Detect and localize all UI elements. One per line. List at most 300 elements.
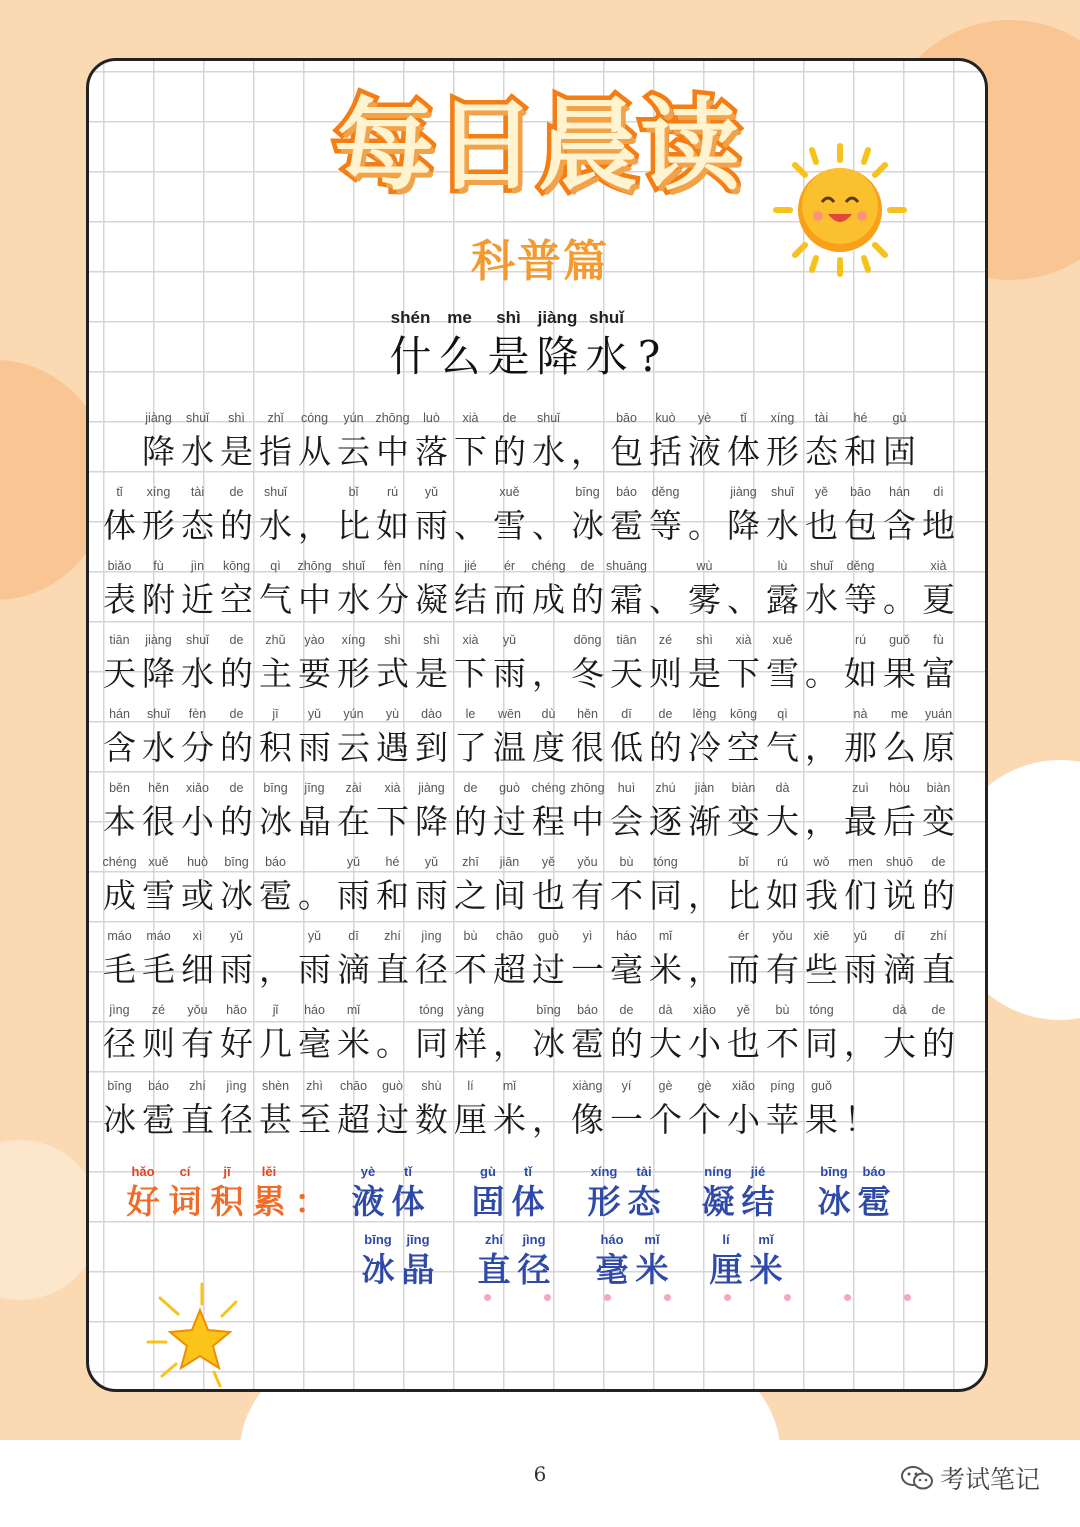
body-char	[841, 850, 880, 918]
pinyin: chāo	[495, 929, 524, 943]
hanzi: 和	[376, 876, 409, 915]
body-char	[763, 702, 802, 770]
body-char	[724, 1074, 763, 1142]
pinyin: jiàng	[537, 308, 578, 327]
pinyin: mǐ	[658, 929, 673, 943]
vocab-char	[706, 1230, 746, 1290]
body-char	[568, 480, 607, 548]
body-char	[139, 406, 178, 474]
hanzi: 径	[103, 1024, 136, 1063]
hanzi: 液	[351, 1182, 385, 1221]
pinyin: zhú	[655, 781, 676, 795]
hanzi: 从	[298, 432, 331, 471]
sun-icon	[770, 140, 910, 280]
pinyin: báo	[148, 1079, 169, 1093]
pinyin: yǔ	[307, 929, 322, 943]
body-char	[646, 924, 685, 992]
body-char	[919, 924, 958, 992]
body-char	[841, 1074, 880, 1142]
body-char	[412, 480, 451, 548]
hanzi: 冬	[571, 654, 604, 693]
pinyin: rú	[386, 485, 399, 499]
body-char	[490, 406, 529, 474]
hanzi: 云	[337, 432, 370, 471]
pinyin: dào	[421, 707, 442, 721]
hanzi: 到	[415, 728, 448, 767]
hanzi: 甚	[259, 1100, 292, 1139]
hanzi: 形	[337, 654, 370, 693]
pinyin: tǐ	[404, 1164, 412, 1179]
pinyin: yě	[541, 855, 556, 869]
pinyin: fèn	[188, 707, 207, 721]
vocab-char	[584, 1162, 624, 1222]
pinyin: le	[465, 707, 476, 721]
hanzi: 液	[688, 432, 721, 471]
pinyin: tài	[814, 411, 829, 425]
hanzi: 不	[766, 1024, 799, 1063]
hanzi: 一	[571, 950, 604, 989]
hanzi: 小	[688, 1024, 721, 1063]
body-char	[607, 628, 646, 696]
body-char	[529, 554, 568, 622]
pinyin: zhǔ	[265, 633, 286, 647]
pinyin: mǐ	[502, 1079, 517, 1093]
hanzi: 雨	[493, 654, 526, 693]
hanzi: 则	[142, 1024, 175, 1063]
body-char	[451, 480, 490, 548]
body-char	[607, 1074, 646, 1142]
vocab-char	[348, 1162, 388, 1222]
body-char	[763, 1074, 802, 1142]
body-char	[802, 628, 841, 696]
pinyin: zé	[151, 1003, 166, 1017]
hanzi: 地	[922, 506, 955, 545]
body-char	[373, 776, 412, 844]
body-char	[880, 776, 919, 844]
body-char	[139, 1074, 178, 1142]
pinyin: xíng	[341, 633, 366, 647]
pinyin: guò	[499, 781, 520, 795]
pinyin: jīng	[406, 1232, 430, 1247]
body-char	[451, 628, 490, 696]
watermark-text: 考试笔记	[940, 1465, 1041, 1494]
hanzi: 体	[103, 506, 136, 545]
pinyin: biǎo	[107, 559, 132, 573]
hanzi: 雨	[415, 506, 448, 545]
pinyin: chéng	[102, 855, 137, 869]
body-char	[256, 1074, 295, 1142]
pinyin: me	[890, 707, 909, 721]
hanzi: 很	[142, 802, 175, 841]
pinyin: rú	[776, 855, 789, 869]
hanzi: 么	[438, 332, 481, 381]
body-char	[490, 554, 529, 622]
pinyin: máo	[146, 929, 171, 943]
body-char	[256, 554, 295, 622]
hanzi: 的	[493, 432, 526, 471]
hanzi: 果	[805, 1100, 838, 1139]
hanzi: 雹	[857, 1182, 891, 1221]
body-char	[334, 406, 373, 474]
pinyin: tǐ	[740, 411, 747, 425]
body-char	[724, 850, 763, 918]
hanzi: 富	[922, 654, 955, 693]
hanzi: 。	[688, 506, 721, 545]
body-char	[412, 702, 451, 770]
hanzi: 近	[181, 580, 214, 619]
hanzi: 霜	[610, 580, 643, 619]
pinyin: zhōng	[570, 781, 605, 795]
body-char	[256, 406, 295, 474]
heading-char	[435, 306, 484, 384]
pinyin: kuò	[655, 411, 676, 425]
body-char	[607, 850, 646, 918]
body-char	[568, 850, 607, 918]
star-icon	[140, 1280, 260, 1390]
hanzi: 数	[415, 1100, 448, 1139]
hanzi: 苹	[766, 1100, 799, 1139]
pinyin: hán	[109, 707, 130, 721]
hanzi: 水	[181, 654, 214, 693]
pinyin: zuì	[852, 781, 869, 795]
pinyin: ér	[503, 559, 516, 573]
pinyin: xiǎo	[186, 781, 209, 795]
hanzi: 过	[532, 950, 565, 989]
hanzi: 毫	[610, 950, 643, 989]
pinyin: dī	[621, 707, 632, 721]
body-char	[724, 998, 763, 1066]
body-char	[802, 702, 841, 770]
vocab-word	[706, 1230, 786, 1290]
vocab-char	[624, 1162, 664, 1222]
body-char	[256, 998, 295, 1066]
pinyin: de	[229, 781, 244, 795]
hanzi: 括	[649, 432, 682, 471]
hanzi: 好	[220, 1024, 253, 1063]
hanzi: 云	[337, 728, 370, 767]
pinyin: dì	[933, 485, 944, 499]
pinyin: jìng	[522, 1232, 546, 1247]
pinyin: zhōng	[297, 559, 332, 573]
body-char	[139, 924, 178, 992]
body-char	[880, 406, 919, 474]
hanzi: 径	[220, 1100, 253, 1139]
vocab-char	[468, 1162, 508, 1222]
hanzi: 主	[259, 654, 292, 693]
hanzi: 体	[391, 1182, 425, 1221]
pinyin: biàn	[926, 781, 951, 795]
vocab-char	[474, 1230, 514, 1290]
pinyin: běn	[109, 781, 130, 795]
hanzi: 的	[610, 1024, 643, 1063]
hanzi: 要	[298, 654, 331, 693]
hanzi: 最	[844, 802, 877, 841]
vocab-char	[632, 1230, 672, 1290]
body-char	[763, 554, 802, 622]
pinyin: yuán	[924, 707, 953, 721]
body-char	[139, 554, 178, 622]
pinyin: zhōng	[375, 411, 410, 425]
body-char	[334, 1074, 373, 1142]
pinyin: lí	[722, 1232, 730, 1247]
pinyin: háo	[304, 1003, 325, 1017]
hanzi: 大	[883, 1024, 916, 1063]
pinyin: xià	[462, 411, 479, 425]
hanzi: 大	[649, 1024, 682, 1063]
pinyin: jiàng	[418, 781, 445, 795]
body-char	[178, 924, 217, 992]
hanzi: 有	[571, 876, 604, 915]
hanzi: 遇	[376, 728, 409, 767]
body-char	[139, 998, 178, 1066]
pinyin: rú	[854, 633, 867, 647]
pinyin: bīng	[364, 1232, 392, 1247]
hanzi: 低	[610, 728, 643, 767]
pinyin: lí	[467, 1079, 474, 1093]
hanzi: 也	[727, 1024, 760, 1063]
body-char	[100, 628, 139, 696]
body-char	[295, 776, 334, 844]
pinyin: bīng	[107, 1079, 132, 1093]
hanzi: 直	[376, 950, 409, 989]
body-char	[685, 554, 724, 622]
body-char	[295, 554, 334, 622]
body-char	[763, 480, 802, 548]
body-char	[529, 850, 568, 918]
body-char	[412, 776, 451, 844]
pinyin: tóng	[809, 1003, 834, 1017]
pinyin: lěng	[692, 707, 717, 721]
hanzi: ，	[805, 728, 838, 767]
body-char	[451, 702, 490, 770]
body-char	[763, 776, 802, 844]
hanzi: 我	[805, 876, 838, 915]
body-char	[802, 998, 841, 1066]
pinyin: fù	[153, 559, 164, 573]
hanzi: 表	[103, 580, 136, 619]
hanzi: 天	[103, 654, 136, 693]
hanzi: 冰	[817, 1182, 851, 1221]
hanzi: 分	[181, 728, 214, 767]
hanzi: 气	[766, 728, 799, 767]
hanzi: 后	[883, 802, 916, 841]
hanzi: 如	[766, 876, 799, 915]
pinyin: jiàng	[145, 411, 172, 425]
body-char	[334, 480, 373, 548]
pinyin: yǒu	[187, 1003, 208, 1017]
hanzi: 直	[181, 1100, 214, 1139]
hanzi: 雹	[610, 506, 643, 545]
page-number: 6	[533, 1462, 547, 1486]
pinyin: píng	[770, 1079, 795, 1093]
pinyin: shuǐ	[186, 411, 209, 425]
body-char	[100, 998, 139, 1066]
body-char	[178, 776, 217, 844]
hanzi: 冰	[571, 506, 604, 545]
pinyin: shuǐ	[186, 633, 209, 647]
pinyin: jiàng	[730, 485, 757, 499]
hanzi: 体	[511, 1182, 545, 1221]
body-char	[568, 924, 607, 992]
pinyin: jī	[272, 707, 279, 721]
hanzi: 如	[376, 506, 409, 545]
body-char	[802, 850, 841, 918]
body-char	[412, 628, 451, 696]
body-char	[217, 1074, 256, 1142]
pinyin: me	[447, 308, 472, 327]
hanzi: 径	[415, 950, 448, 989]
hanzi: ，	[532, 1100, 565, 1139]
pinyin: de	[931, 1003, 946, 1017]
hanzi: 雨	[415, 876, 448, 915]
pinyin: xuě	[499, 485, 520, 499]
hanzi: 晶	[401, 1250, 435, 1289]
pinyin: cóng	[300, 411, 329, 425]
hanzi: 包	[610, 432, 643, 471]
body-char	[841, 406, 880, 474]
pinyin: dī	[894, 929, 905, 943]
pinyin: gè	[658, 1079, 673, 1093]
body-char	[412, 998, 451, 1066]
body-char	[802, 554, 841, 622]
hanzi: 雹	[259, 876, 292, 915]
pinyin: yǔ	[307, 707, 322, 721]
pinyin: de	[619, 1003, 634, 1017]
pinyin: xiàng	[572, 1079, 603, 1093]
hanzi: 降	[142, 432, 175, 471]
body-char	[295, 702, 334, 770]
hanzi: 同	[415, 1024, 448, 1063]
body-char	[529, 924, 568, 992]
body-char	[373, 850, 412, 918]
body-char	[880, 628, 919, 696]
body-char	[256, 850, 295, 918]
pinyin: xià	[384, 781, 401, 795]
hanzi: 水	[142, 728, 175, 767]
hanzi: 的	[922, 876, 955, 915]
pinyin: yǔ	[853, 929, 868, 943]
body-char	[763, 406, 802, 474]
pinyin: bīng	[575, 485, 600, 499]
body-char	[763, 850, 802, 918]
vocab-word	[474, 1230, 554, 1290]
body-char	[568, 1074, 607, 1142]
hanzi: 下	[454, 432, 487, 471]
hanzi: 水	[259, 506, 292, 545]
hanzi: 结	[741, 1182, 775, 1221]
pinyin: jīng	[304, 781, 325, 795]
hanzi: 同	[805, 1024, 838, 1063]
body-char	[217, 924, 256, 992]
body-char	[217, 998, 256, 1066]
hanzi: 们	[844, 876, 877, 915]
wechat-icon	[900, 1464, 934, 1492]
hanzi: 冰	[103, 1100, 136, 1139]
pinyin: níng	[419, 559, 444, 573]
hanzi: 水	[181, 432, 214, 471]
pinyin: tài	[636, 1164, 652, 1179]
vocab-label-char	[164, 1162, 206, 1222]
pinyin: yè	[360, 1164, 376, 1179]
pinyin: hǎo	[226, 1003, 247, 1017]
body-char	[646, 480, 685, 548]
hanzi: 固	[471, 1182, 505, 1221]
body-char	[568, 998, 607, 1066]
body-char	[100, 702, 139, 770]
hanzi: 凝	[415, 580, 448, 619]
hanzi: 比	[337, 506, 370, 545]
pinyin: jié	[750, 1164, 766, 1179]
body-char	[724, 776, 763, 844]
hanzi: 雪	[766, 654, 799, 693]
pinyin: kōng	[222, 559, 251, 573]
article-line	[100, 406, 970, 474]
hanzi: 雹	[571, 1024, 604, 1063]
hanzi: 成	[532, 580, 565, 619]
pinyin: shén	[390, 308, 431, 327]
vocab-char	[854, 1162, 894, 1222]
pinyin: bāo	[850, 485, 871, 499]
pinyin: xíng	[590, 1164, 618, 1179]
pinyin: jìng	[226, 1079, 247, 1093]
body-char	[412, 924, 451, 992]
hanzi: 过	[493, 802, 526, 841]
body-char	[490, 998, 529, 1066]
body-char	[217, 702, 256, 770]
pinyin: zhí	[484, 1232, 504, 1247]
body-char	[685, 1074, 724, 1142]
body-char	[529, 998, 568, 1066]
body-char	[568, 628, 607, 696]
body-char	[334, 924, 373, 992]
pinyin: xì	[192, 929, 203, 943]
body-char	[607, 406, 646, 474]
pinyin: qì	[270, 559, 281, 573]
hanzi: 厘	[454, 1100, 487, 1139]
body-char	[451, 924, 490, 992]
hanzi: 程	[532, 802, 565, 841]
hanzi: 水	[585, 332, 628, 381]
pinyin: chāo	[339, 1079, 368, 1093]
body-char	[100, 850, 139, 918]
body-char	[919, 554, 958, 622]
hanzi: 径	[517, 1250, 551, 1289]
body-char	[178, 406, 217, 474]
hanzi: 雾	[688, 580, 721, 619]
hanzi: 比	[727, 876, 760, 915]
hanzi: 毫	[298, 1024, 331, 1063]
body-char	[373, 1074, 412, 1142]
hanzi: 一	[610, 1100, 643, 1139]
vocab-char	[398, 1230, 438, 1290]
hanzi: 、	[454, 506, 487, 545]
body-char	[178, 628, 217, 696]
body-char	[490, 924, 529, 992]
heading-char	[484, 306, 533, 384]
pinyin: mǐ	[758, 1232, 774, 1247]
pinyin: lù	[777, 559, 788, 573]
hanzi: 下	[454, 654, 487, 693]
pinyin: de	[931, 855, 946, 869]
body-char	[919, 998, 958, 1066]
heading-char	[582, 306, 631, 384]
vocab-word	[814, 1162, 894, 1222]
pinyin: shuǐ	[537, 411, 560, 425]
body-char	[295, 850, 334, 918]
body-char	[529, 628, 568, 696]
pinyin: xuě	[148, 855, 169, 869]
pinyin: shuǐ	[342, 559, 365, 573]
